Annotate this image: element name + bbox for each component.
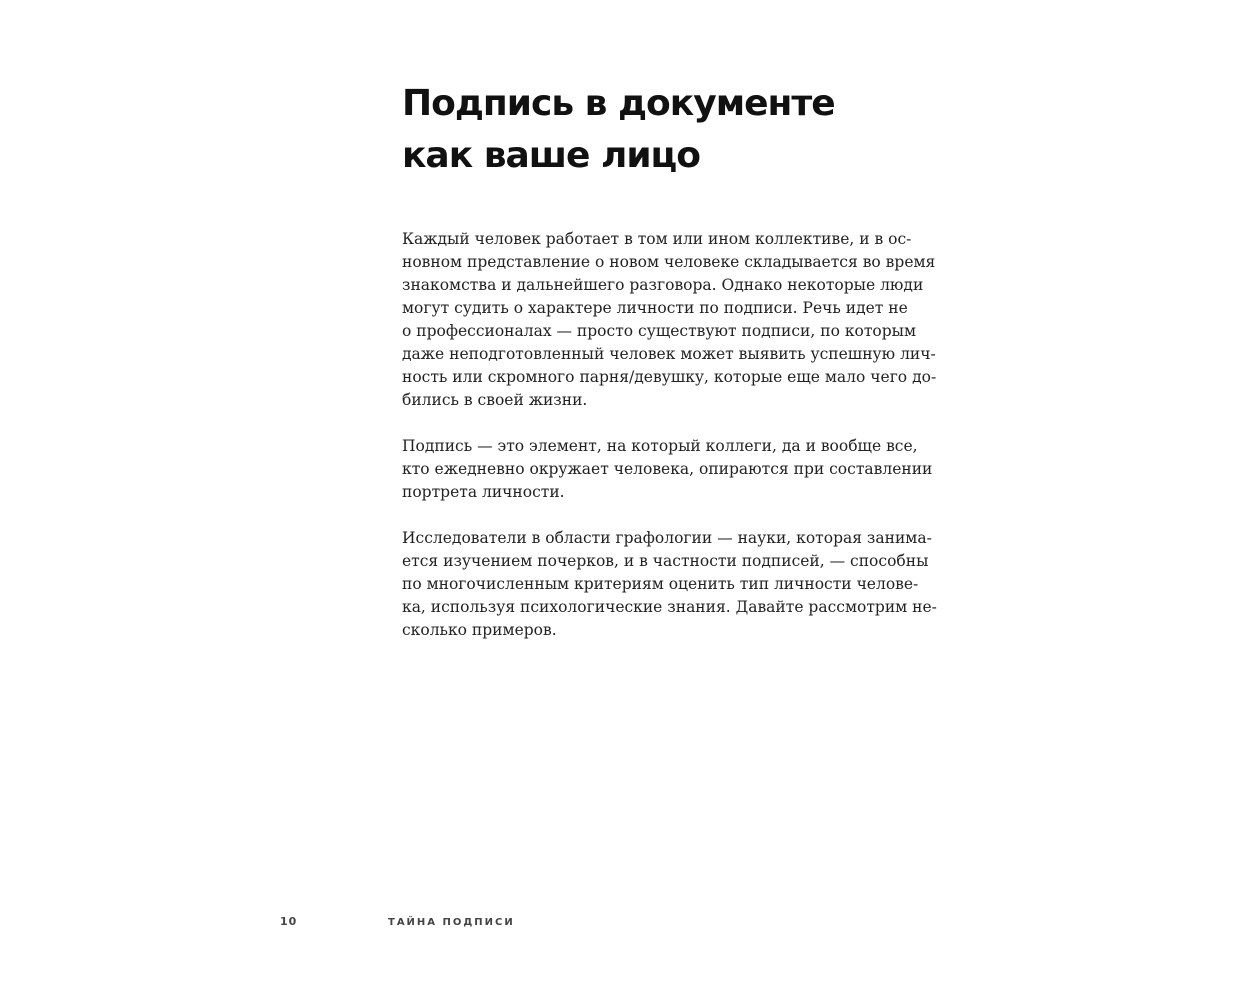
- paragraph-2: [402, 435, 933, 504]
- text-line: о профессионалах — просто существуют подписи, по которым: [402, 322, 917, 340]
- text-line: ка, используя психологические знания. Давайте рассмотрим не-: [402, 598, 937, 616]
- text-line: ется изучением почерков, и в частности подписей, — способны: [402, 552, 929, 570]
- paragraph-gap: [402, 412, 897, 435]
- page-number: 10: [280, 915, 298, 928]
- chapter-heading-line-2: как ваше лицо: [402, 135, 700, 176]
- text-line: могут судить о характере личности по подписи. Речь идет не: [402, 299, 908, 317]
- text-line: даже неподготовленный человек может выявить успешную лич-: [402, 345, 936, 363]
- chapter-heading: [402, 78, 922, 182]
- text-line: бились в своей жизни.: [402, 391, 588, 409]
- text-line: Исследователи в области графологии — науки, которая занима-: [402, 529, 932, 547]
- paragraph-1: [402, 228, 937, 412]
- text-line: Подпись — это элемент, на который коллеги, да и вообще все,: [402, 437, 918, 455]
- text-line: ность или скромного парня/девушку, которые еще мало чего до-: [402, 368, 937, 386]
- chapter-heading-line-1: Подпись в документе: [402, 83, 835, 124]
- text-line: Каждый человек работает в том или ином коллективе, и в ос-: [402, 230, 912, 248]
- paragraph-gap: [402, 504, 897, 527]
- text-line: портрета личности.: [402, 483, 565, 501]
- running-footer-title: ТАЙНА ПОДПИСИ: [388, 917, 515, 928]
- paragraph-3: [402, 527, 937, 642]
- text-line: знакомства и дальнейшего разговора. Однако некоторые люди: [402, 276, 924, 294]
- text-line: кто ежедневно окружает человека, опираются при составлении: [402, 460, 933, 478]
- text-line: по многочисленным критериям оценить тип личности челове-: [402, 575, 919, 593]
- body-text: [402, 228, 937, 642]
- text-line: новном представление о новом человеке складывается во время: [402, 253, 936, 271]
- text-line: сколько примеров.: [402, 621, 557, 639]
